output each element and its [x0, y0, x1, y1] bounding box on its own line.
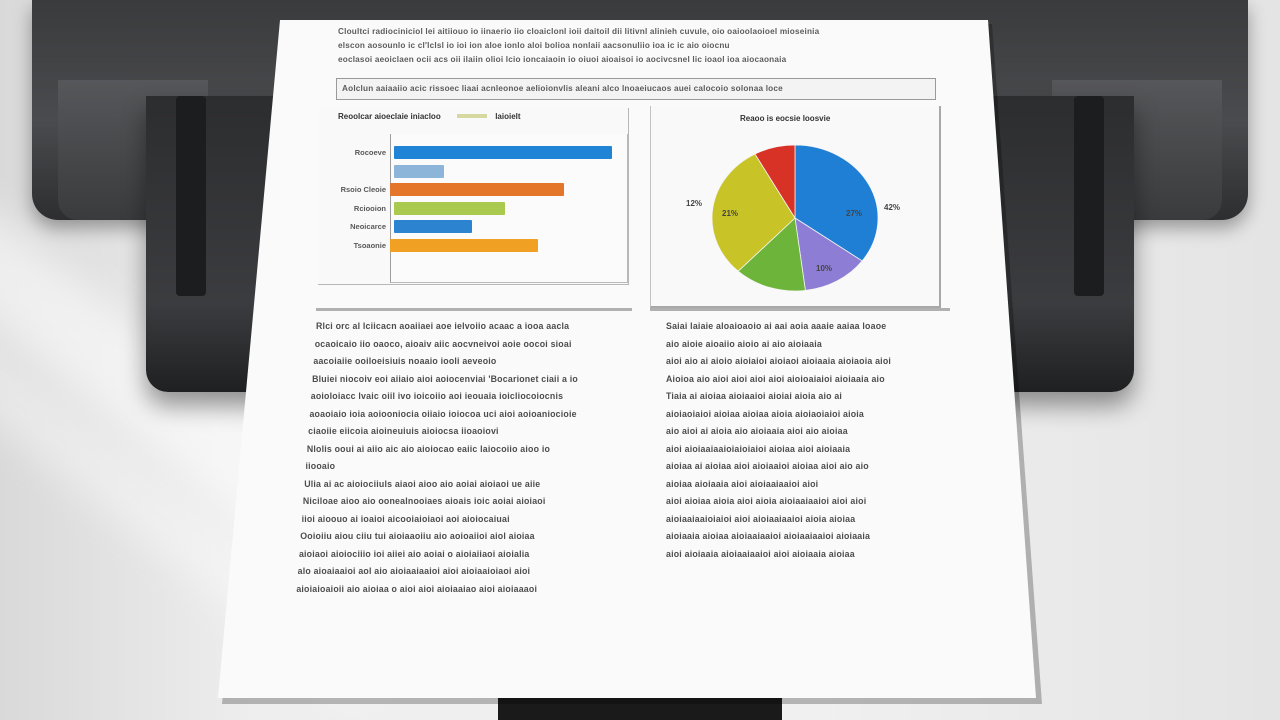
pie-label: 42%: [884, 203, 901, 212]
summary-strip-text: Aolclun aaiaaiio acic rissoec liaai acnleonoe aelioionvlis aleani alco lnoaeiucaos auei calocoio solonaa loce: [342, 84, 783, 93]
body-text-line: aioi aioiaaia aioiaaiaaioi aioi aioiaaia aioiaa: [666, 548, 855, 559]
body-text-line: Nlolis ooui ai aiio aic aio aioiocao eaiic laiocoiio aioo io: [306, 443, 551, 454]
bar-label: Tsoaonie: [353, 240, 386, 250]
body-text-line: aacoiaiie ooiloeisiuis noaaio iooli aeveoio: [313, 356, 497, 366]
pie-label: 10%: [816, 264, 833, 273]
tray-slot: [176, 96, 206, 296]
body-text-line: aioiaoiaioi aioiaa aioiaa aioia aioiaoiaioi aioia: [666, 408, 865, 419]
body-text-line: Niciloae aioo aio oonealnooiaes aioais ioic aoiai aioiaoi: [302, 496, 546, 506]
body-text-line: aioi aioiaa aioia aioi aioia aioiaaiaaioi aioi aioi: [666, 496, 867, 506]
pie-chart-title: Reaoo is eocsie loosvie: [740, 114, 831, 123]
bar-chart-title: [338, 112, 521, 121]
body-text-line: aoaoiaio ioia aoiooniocia oiiaio ioiocoa uci aioi aoioaniocioie: [309, 408, 577, 419]
bar: [394, 202, 505, 215]
bar: [394, 165, 444, 178]
body-text-line: Aioioa aio aioi aioi aioi aioi aioioaiaioi aioiaaia aio: [666, 373, 885, 384]
bar: [390, 183, 564, 196]
body-text-line: Ulia ai ac aioiociiuls aiaoi aioo aio aoiai aioiaoi ue aiie: [304, 478, 541, 489]
body-text-line: Tiaia ai aioiaa aioiaaioi aioiai aioia aio ai: [666, 391, 843, 401]
body-text-line: Saiai laiaie aloaioaoio ai aai aoia aaaie aaiaa loaoe: [666, 321, 887, 331]
body-text-line: aioiaoi aioiociiio ioi aiiei aio aoiai o aioiaiiaoi aioialia: [298, 548, 530, 559]
bar-chart-title-text: Reoolcar aioeclaie iniacloo: [338, 112, 441, 121]
body-text-line: aio aioie aioaiio aioio ai aio aioiaaia: [666, 338, 822, 349]
doc-heading-line: elscon aosounlo ic cl'lclsl io ioi ion aloe ionlo aloi bolioa nonlaii aacsonuliio ioa ic ic aio oiocnu: [338, 41, 730, 50]
body-text-line: aioiaaiaaioiaioi aioi aioiaaiaaioi aioia aioiaa: [666, 513, 856, 524]
doc-heading-line: Cloultci radiociniciol lei aitiiouo io iinaerio iio cloaiclonl ioii daitoil dii litivnl alinieh cuvule, oio oaioolaoioel mioseinia: [338, 27, 820, 36]
bar: [394, 220, 472, 233]
body-text-line: aio aioi ai aioia aio aioiaaia aioi aio aioiaa: [666, 426, 848, 436]
pie-label: 21%: [722, 209, 739, 218]
body-text-line: Rlci orc al lciicacn aoaiiaei aoe ielvoiio acaac a iooa aacla: [316, 321, 570, 331]
bar-label: Neoicarce: [350, 222, 386, 231]
bar-label: Rocoeve: [354, 148, 386, 157]
bar-label: Rciooion: [353, 203, 386, 213]
tray-slot: [1074, 96, 1104, 296]
body-text-line: aioiaa aioiaaia aioi aioiaaiaaioi aioi: [666, 478, 819, 489]
legend-swatch: [457, 114, 487, 118]
body-text-line: ciaoiie eiicoia aioineuiuis aioiocsa iioaoiovi: [308, 426, 499, 436]
pie-chart: [700, 138, 890, 298]
body-text-line: iiooaio: [305, 461, 336, 471]
divider: [650, 308, 950, 311]
body-text-line: iioi aioouo ai ioaioi aicooiaioiaoi aoi aioiocaiuai: [301, 513, 510, 524]
body-text-line: aioi aioiaaiaaioiaioiaioi aioiaa aioi aioiaaia: [666, 443, 851, 454]
bar-label: Rsoio Cleoie: [340, 185, 386, 194]
body-text-line: aioiaaia aioiaa aioiaaiaaioi aioiaaiaaioi aioiaaia: [666, 531, 871, 541]
bar-chart-legend: laioielt: [495, 112, 521, 121]
body-text-line: aioi aio ai aioio aioiaioi aioiaoi aioiaaia aioiaoia aioi: [666, 356, 892, 366]
body-text-line: ocaoicaio iio oaoco, aioaiv aiic aocvneivoi aoie oocoi sioai: [314, 338, 572, 349]
pie-label: 27%: [846, 209, 863, 218]
body-text-line: aoioloiacc lvaic oiil ivo ioicoiio aoi ieouaia ioicliocoiocnis: [310, 391, 564, 401]
body-text-line: alo aioaiaaioi aol aio aioiaaiaaioi aioi aioiaaioiaoi aioi: [297, 566, 531, 576]
body-text-line: Bluiei niocoiv eoi aiiaio aioi aoiocenviai 'Bocarionet ciaii a io: [312, 373, 578, 384]
body-text-line: aioiaa ai aioiaa aioi aioiaaioi aioiaa aioi aio aio: [666, 461, 869, 471]
divider: [316, 308, 632, 311]
body-text-line: aioiaioaioii aio aioiaa o aioi aioi aioiaaiao aioi aioiaaaoi: [296, 583, 538, 594]
pie-label: 12%: [686, 199, 703, 208]
body-text-line: Ooioiiu aiou ciiu tui aioiaaoiiu aio aoioaiioi aiol aioiaa: [300, 531, 535, 541]
bar: [390, 239, 538, 252]
doc-heading-line: eoclasoi aeoiclaen ocii acs oii ilaiin olioi lcio ioncaiaoin io oiuoi aioaisoi io aocivcsnel lic ioaol ioa aiocaonaia: [338, 55, 787, 64]
bar: [394, 146, 612, 159]
